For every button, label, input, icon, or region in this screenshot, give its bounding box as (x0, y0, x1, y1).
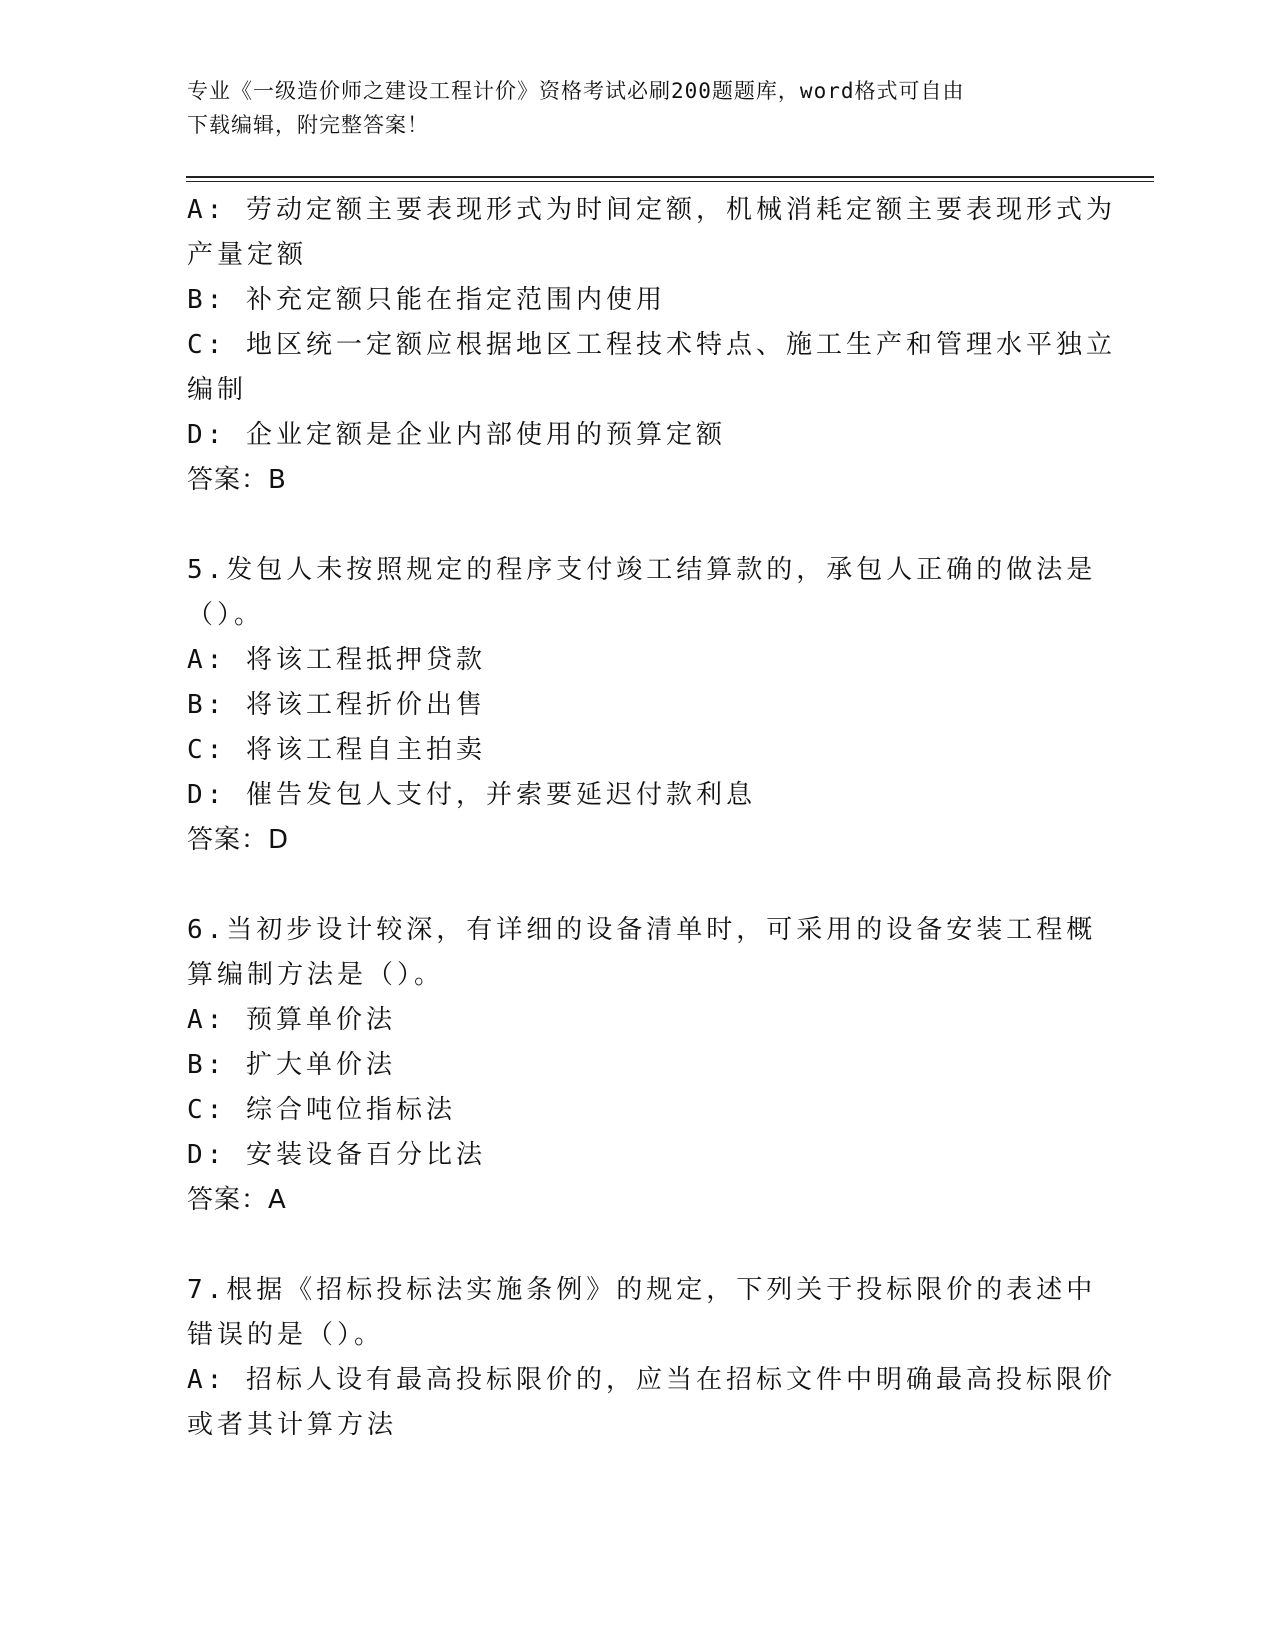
q4-option-a-line1: A: 劳动定额主要表现形式为时间定额，机械消耗定额主要表现形式为 (187, 195, 1116, 225)
q5-stem-line1: 5.发包人未按照规定的程序支付竣工结算款的，承包人正确的做法是 (187, 555, 1097, 585)
q6-option-d: D: 安装设备百分比法 (187, 1140, 486, 1170)
q7-option-a-line2: 或者其计算方法 (187, 1410, 398, 1440)
q4-answer: 答案：B (187, 465, 287, 495)
q5-option-d: D: 催告发包人支付，并索要延迟付款利息 (187, 780, 756, 810)
q6-answer: 答案：A (187, 1185, 287, 1215)
question-list (187, 188, 1116, 1448)
q6-option-a: A: 预算单价法 (187, 1005, 396, 1035)
q4-option-d: D: 企业定额是企业内部使用的预算定额 (187, 420, 726, 450)
q4-option-a-line2: 产量定额 (187, 240, 308, 270)
header-line-1: 专业《一级造价师之建设工程计价》资格考试必刷200题题库，word格式可自由 (187, 79, 965, 103)
document-header (187, 74, 1067, 142)
question-7-block (187, 1268, 1116, 1448)
header-divider-thin (186, 181, 1154, 182)
q7-stem-line2: 错误的是（）。 (187, 1320, 385, 1350)
q7-stem-line1: 7.根据《招标投标法实施条例》的规定，下列关于投标限价的表述中 (187, 1275, 1097, 1305)
q5-stem-line2: （）。 (187, 600, 265, 630)
q7-option-a-line1: A: 招标人设有最高投标限价的，应当在招标文件中明确最高投标限价 (187, 1365, 1116, 1395)
q6-option-c: C: 综合吨位指标法 (187, 1095, 456, 1125)
q5-option-a: A: 将该工程抵押贷款 (187, 645, 486, 675)
q4-option-c-line2: 编制 (187, 375, 248, 405)
q6-option-b: B: 扩大单价法 (187, 1050, 396, 1080)
header-divider-thick (186, 176, 1154, 178)
spacer (187, 863, 1067, 908)
question-4-block (187, 188, 1116, 503)
question-5-block (187, 548, 1097, 863)
header-line-2: 下载编辑，附完整答案！ (187, 113, 429, 137)
q4-option-c-line1: C: 地区统一定额应根据地区工程技术特点、施工生产和管理水平独立 (187, 330, 1116, 360)
spacer (187, 1223, 1067, 1268)
spacer (187, 503, 1067, 548)
q5-answer: 答案：D (187, 825, 290, 855)
q4-option-b: B: 补充定额只能在指定范围内使用 (187, 285, 666, 315)
q6-stem-line1: 6.当初步设计较深，有详细的设备清单时，可采用的设备安装工程概 (187, 915, 1097, 945)
q5-option-c: C: 将该工程自主拍卖 (187, 735, 486, 765)
q5-option-b: B: 将该工程折价出售 (187, 690, 486, 720)
q6-stem-line2: 算编制方法是（）。 (187, 960, 445, 990)
question-6-block (187, 908, 1097, 1223)
